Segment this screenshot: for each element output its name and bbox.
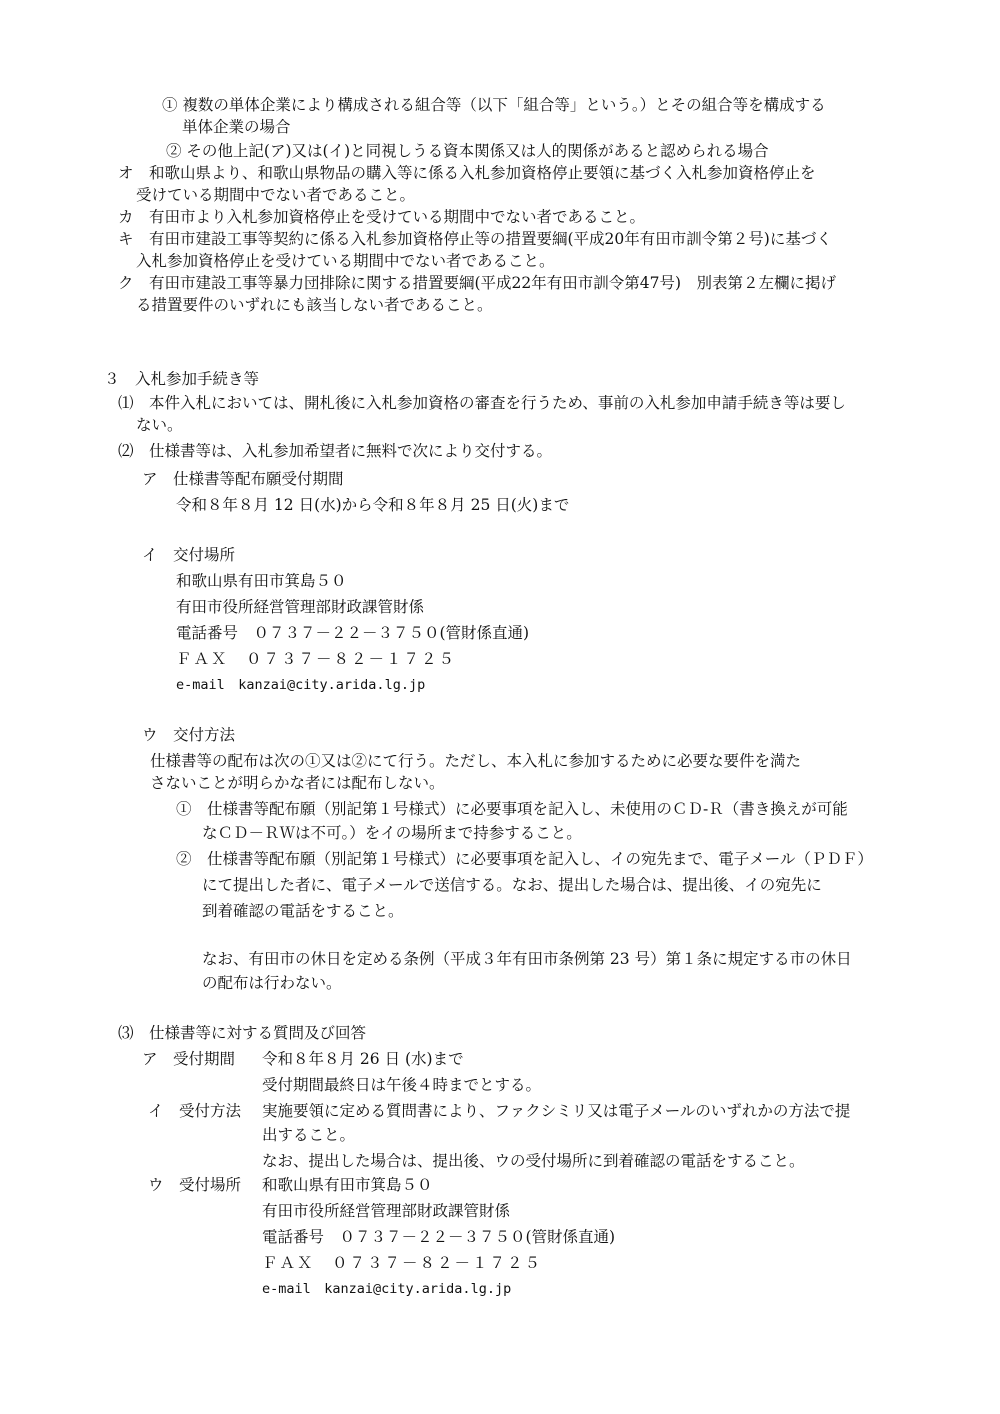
item-a-label: ア 仕様書等配布願受付期間 [142,470,344,488]
q-u-office: 有田市役所経営管理部財政課管財係 [262,1202,511,1220]
item-ki-line1: キ 有田市建設工事等契約に係る入札参加資格停止等の措置要綱(平成20年有田市訓令第２号)に基づく [118,230,832,248]
q-i-value2: 出すること。 [262,1126,356,1144]
item-i-address: 和歌山県有田市箕島５０ [176,572,347,590]
para1-line2: ない。 [136,416,183,434]
q-u-tel: 電話番号 ０７３７－２２－３７５０(管財係直通) [262,1228,616,1246]
item-i-tel: 電話番号 ０７３７－２２－３７５０(管財係直通) [176,624,530,642]
item-ku-line2: る措置要件のいずれにも該当しない者であること。 [136,296,493,314]
q-a-value: 令和８年８月 26 日 (水)まで [262,1050,464,1068]
q-u-address: 和歌山県有田市箕島５０ [262,1176,433,1194]
item-ka: カ 有田市より入札参加資格停止を受けている期間中でない者であること。 [118,208,646,226]
item-u-line2: さないことが明らかな者には配布しない。 [150,774,445,792]
section3-heading: ３ 入札参加手続き等 [104,370,260,388]
item-ki-line2: 入札参加資格停止を受けている期間中でない者であること。 [136,252,555,270]
item-i-email: e-mail kanzai@city.arida.lg.jp [176,677,426,693]
item-i-office: 有田市役所経営管理部財政課管財係 [176,598,425,616]
q-i-value3: なお、提出した場合は、提出後、ウの受付場所に到着確認の電話をすること。 [262,1152,805,1170]
para2: ⑵ 仕様書等は、入札参加希望者に無料で次により交付する。 [118,442,553,460]
q-a-value2: 受付期間最終日は午後４時までとする。 [262,1076,542,1094]
para1-line1: ⑴ 本件入札においては、開札後に入札参加資格の審査を行うため、事前の入札参加申請手続き等は要し [118,394,846,412]
q-i-label: イ 受付方法 [148,1102,242,1120]
q-u-fax: ＦＡＸ ０７３７－８２－１７２５ [262,1254,543,1272]
circle1-line1: ① 複数の単体企業により構成される組合等（以下「組合等」という。）とその組合等を構成する [162,96,826,114]
circle2: ② その他上記(ア)又は(イ)と同視しうる資本関係又は人的関係があると認められる場合 [166,142,769,160]
item-u1-line1: ① 仕様書等配布願（別記第１号様式）に必要事項を記入し、未使用のＣＤ-Ｒ（書き換えが可能 [176,800,848,818]
item-u-label: ウ 交付方法 [142,726,236,744]
circle1-line2: 単体企業の場合 [182,118,291,136]
item-o-line1: オ 和歌山県より、和歌山県物品の購入等に係る入札参加資格停止要領に基づく入札参加資格停止を [118,164,816,182]
item-u2-line3: 到着確認の電話をすること。 [202,902,404,920]
item-u2-line1: ② 仕様書等配布願（別記第１号様式）に必要事項を記入し、イの宛先まで、電子メール（ＰＤＦ） [176,850,873,868]
item-ku-line1: ク 有田市建設工事等暴力団排除に関する措置要綱(平成22年有田市訓令第47号) 別表第２左欄に掲げ [118,274,837,292]
note-line1: なお、有田市の休日を定める条例（平成３年有田市条例第 23 号）第１条に規定する市の休日 [202,950,852,968]
para3: ⑶ 仕様書等に対する質問及び回答 [118,1024,367,1042]
q-a-label: ア 受付期間 [142,1050,236,1068]
q-u-label: ウ 受付場所 [148,1176,242,1194]
item-u2-line2: にて提出した者に、電子メールで送信する。なお、提出した場合は、提出後、イの宛先に [202,876,822,894]
q-i-value1: 実施要領に定める質問書により、ファクシミリ又は電子メールのいずれかの方法で提 [262,1102,851,1120]
q-u-email: e-mail kanzai@city.arida.lg.jp [262,1281,512,1297]
item-a-period: 令和８年８月 12 日(水)から令和８年８月 25 日(火)まで [176,496,570,514]
item-i-label: イ 交付場所 [142,546,236,564]
note-line2: の配布は行わない。 [202,974,342,992]
item-u1-line2: なＣＤ－ＲＷは不可。）をイの場所まで持参すること。 [202,824,582,842]
item-u-line1: 仕様書等の配布は次の①又は②にて行う。ただし、本入札に参加するために必要な要件を満た [150,752,802,770]
item-i-fax: ＦＡＸ ０７３７－８２－１７２５ [176,650,457,668]
item-o-line2: 受けている期間中でない者であること。 [136,186,416,204]
